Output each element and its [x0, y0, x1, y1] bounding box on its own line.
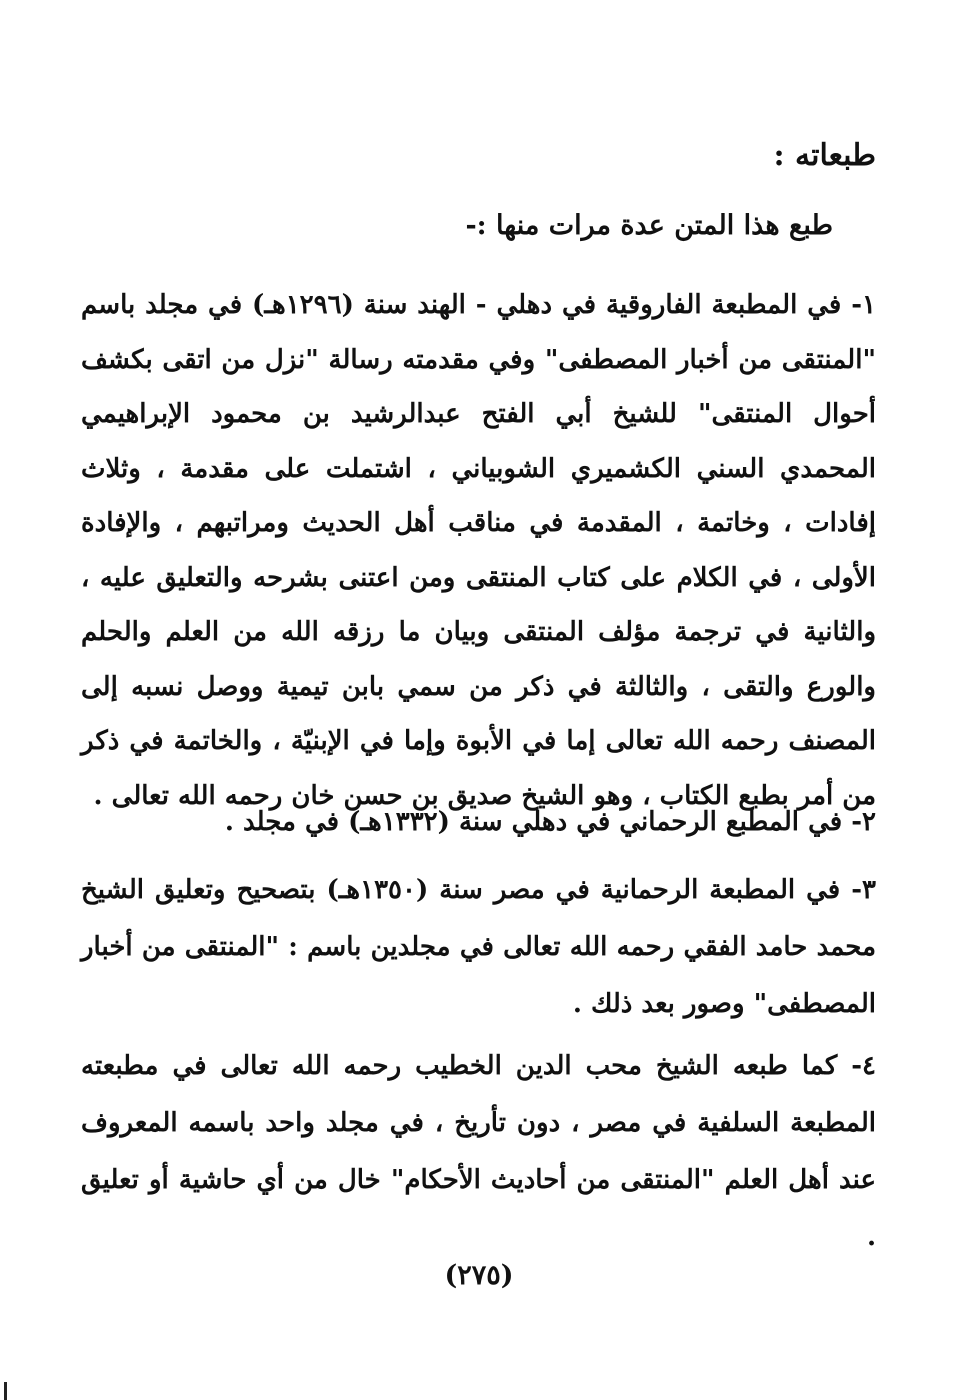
paragraph-edition-4: ٤- كما طبعه الشيخ محب الدين الخطيب رحمه الله تعالى في مطبعته المطبعة السلفية في مصر ، دون تأريخ ، في مجلد واحد باسمه المعروف عند أهل العلم "المنتقى من أحاديث الأحكام" خال من أي حاشية أو تعليق .	[81, 1051, 876, 1252]
scan-edge-mark	[4, 1382, 17, 1400]
paragraph-edition-1: ١- في المطبعة الفاروقية في دهلي - الهند سنة (١٢٩٦هـ) في مجلد باسم "المنتقى من أخبار المصطفى" وفي مقدمته رسالة "نزل من اتقى بكشف أحوال المنتقى" للشيخ أبي الفتح عبدالرشيد بن محمود الإبراهيمي المحمدي السني الكشميري الشوبياني ، اشتملت على مقدمة ، وثلاث إفادات ، وخاتمة ، المقدمة في مناقب أهل الحديث ومراتبهم ، والإفادة الأولى ، في الكلام على كتاب المنتقى ومن اعتنى بشرحه والتعليق عليه ، والثانية في ترجمة مؤلف المنتقى وبيان ما رزقه الله من العلم والحلم والورع والتقى ، والثالثة في ذكر من سمي بابن تيمية ووصل نسبه إلى المصنف رحمه الله تعالى إما في الأبوة وإما في الإبنيّة ، والخاتمة في ذكر من أمر بطبع الكتاب ، وهو الشيخ صديق بن حسن خان رحمه الله تعالى .	[81, 290, 876, 811]
page-number: (٢٧٥)	[444, 1260, 514, 1291]
section-heading: طبعاته :	[773, 138, 876, 173]
intro-line: طبع هذا المتن عدة مرات منها :-	[465, 210, 833, 241]
paragraph-edition-3: ٣- في المطبعة الرحمانية في مصر سنة (١٣٥٠هـ) بتصحيح وتعليق الشيخ محمد حامد الفقي رحمه الله تعالى في مجلدين باسم : "المنتقى من أخبار المصطفى" وصور بعد ذلك .	[81, 875, 876, 1019]
paragraph-edition-2: ٢- في المطبع الرحماني في دهلي سنة (١٣٣٢هـ) في مجلد .	[224, 807, 876, 837]
